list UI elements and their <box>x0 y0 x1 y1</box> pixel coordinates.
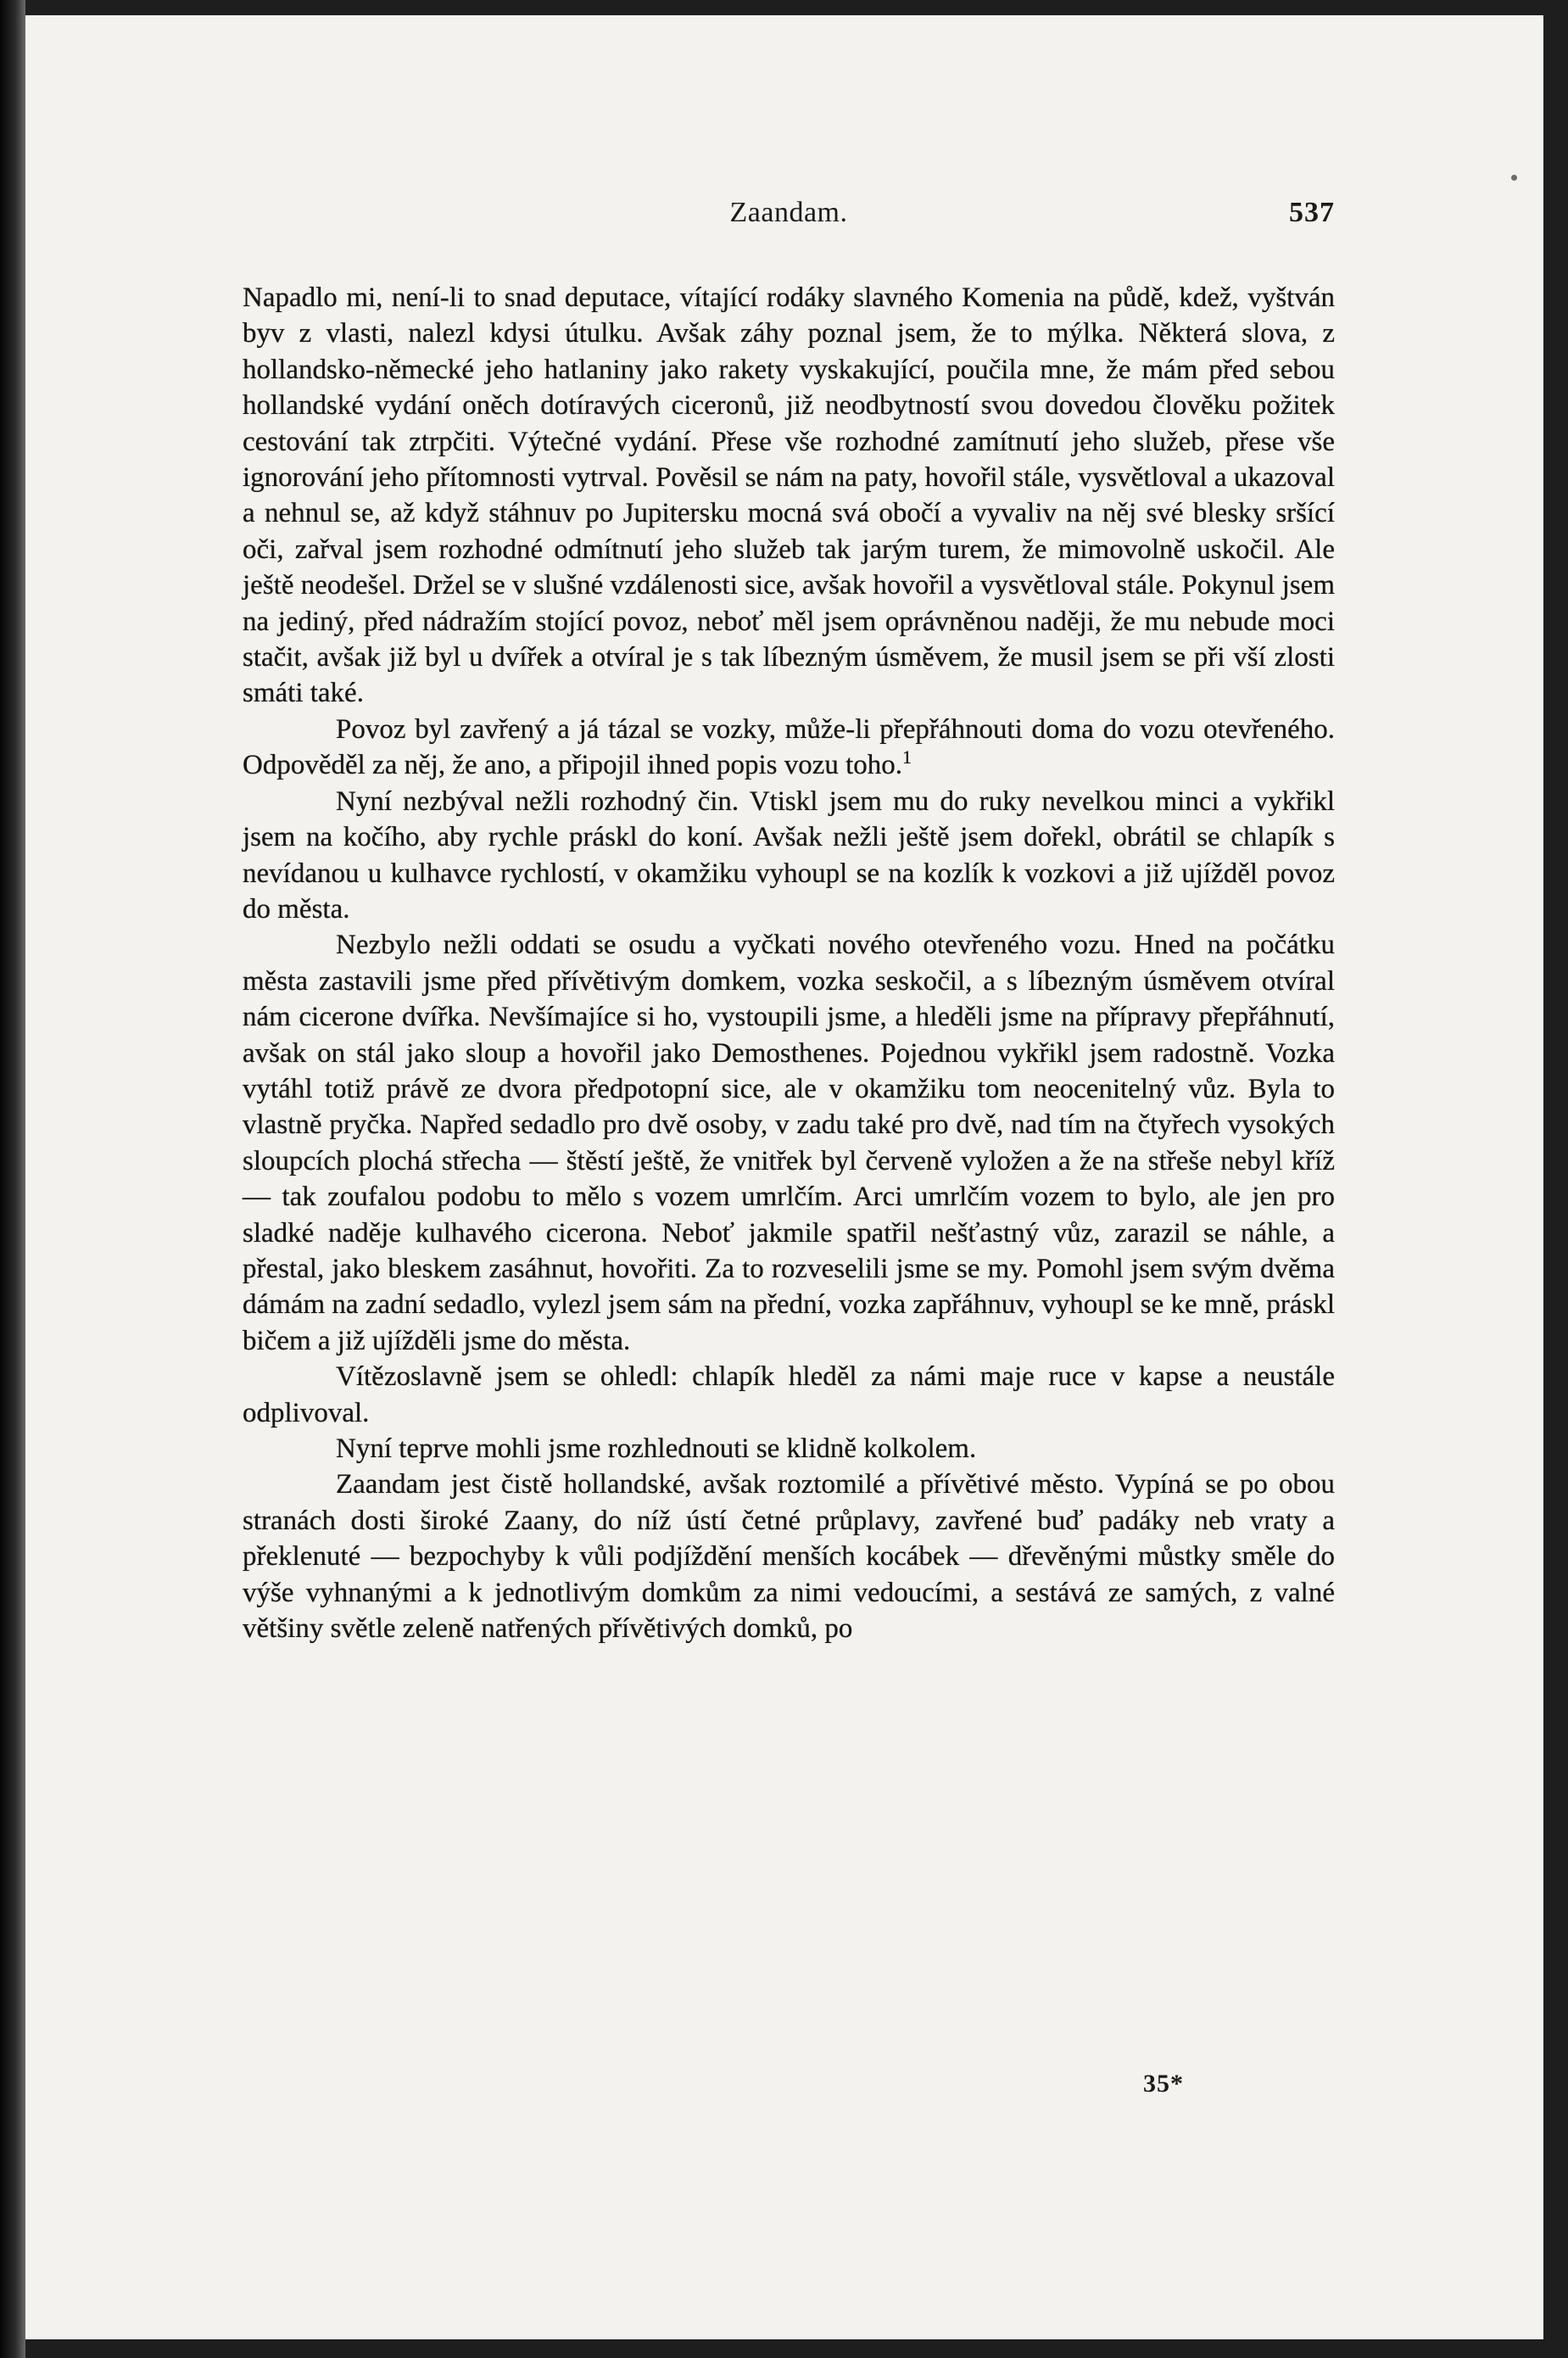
footnote-marker: 1 <box>902 746 912 768</box>
binding-edge <box>0 0 25 2358</box>
paragraph-7 <box>243 1467 1335 1646</box>
paper-speck <box>1511 175 1517 181</box>
paragraph-2 <box>243 712 1335 784</box>
paragraph-1 <box>243 280 1335 712</box>
paragraph-6 <box>243 1431 1335 1467</box>
running-title: Zaandam. <box>729 197 848 228</box>
running-head <box>243 197 1335 239</box>
paragraph-text: Povoz byl zavřený a já tázal se vozky, může-li přepřáhnouti doma do vozu otevřeného. Odpověděl za něj, že ano, a připojil ihned popis vozu toho. <box>243 713 1335 781</box>
paragraph-5 <box>243 1359 1335 1431</box>
paragraph-text: Nyní teprve mohli jsme rozhlednouti se klidně kolkolem. <box>336 1433 977 1464</box>
paragraph-3 <box>243 784 1335 928</box>
paragraph-text: Vítězoslavně jsem se ohledl: chlapík hleděl za námi maje ruce v kapse a neustále odplivoval. <box>243 1361 1335 1428</box>
paragraph-text: Zaandam jest čistě hollandské, avšak roztomilé a přívětivé město. Vypíná se po obou stranách dosti široké Zaany, do níž ústí četné průplavy, zavřené buď padáky neb vraty a překlenuté — bezpochyby k vůli podjíždění menších kocábek — dřevěnými můstky směle do výše vyhnanými a k jednotlivým domkům za nimi vedoucími, a sestává ze samých, z valné většiny světle zeleně natřených přívětivých domků, po <box>243 1469 1335 1645</box>
body-text <box>243 280 1335 1646</box>
paragraph-text: Nezbylo nežli oddati se osudu a vyčkati nového otevřeného vozu. Hned na počátku města zastavili jsme před přívětivým domkem, vozka seskočil, a s líbezným úsměvem otvíral nám cicerone dvířka. Nevšímajíce si ho, vystoupili jsme, a hleděli jsme na přípravy přepřáhnutí, avšak on stál jako sloup a hovořil jako Demosthenes. Pojednou vykřikl jsem radostně. Vozka vytáhl totiž právě ze dvora předpotopní sice, ale v okamžiku tom neocenitelný vůz. Byla to vlastně pryčka. Napřed sedadlo pro dvě osoby, v zadu také pro dvě, nad tím na čtyřech vysokých sloupcích plochá střecha — štěstí ještě, že vnitřek byl červeně vyložen a že na střeše nebyl kříž — tak zoufalou podobu to mělo s vozem umrlčím. Arci umrlčím vozem to bylo, ale jen pro sladké naděje kulhavého cicerona. Neboť jakmile spatřil nešťastný vůz, zarazil se náhle, a přestal, jako bleskem zasáhnut, hovořiti. Za to rozveselili jsme se my. Pomohl jsem svým dvěma dámám na zadní sedadlo, vylezl jsem sám na přední, vozka zapřáhnuv, vyhoupl se ke mně, práskl bičem a již ujížděli jsme do města. <box>243 930 1335 1356</box>
paragraph-4 <box>243 927 1335 1359</box>
paragraph-text: Nyní nezbýval nežli rozhodný čin. Vtiskl jsem mu do ruky nevelkou minci a vykřikl jsem na kočího, aby rychle práskl do koní. Avšak nežli ještě jsem dořekl, obrátil se chlapík s nevídanou u kulhavce rychlostí, v okamžiku vyhoupl se na kozlík k vozkovi a již ujížděl povoz do města. <box>243 785 1335 925</box>
paragraph-text: Napadlo mi, není-li to snad deputace, vítající rodáky slavného Komenia na půdě, kdež, vyštván byv z vlasti, nalezl kdysi útulku. Avšak záhy poznal jsem, že to mýlka. Některá slova, z hollandsko-německé jeho hatlaniny jako rakety vyskakující, poučila mne, že mám před sebou hollandské vydání oněch dotíravých ciceronů, již neodbytností svou dovedou člověku požitek cestování tak ztrpčiti. Výtečné vydání. Přese vše rozhodné zamítnutí jeho služeb, přese vše ignorování jeho přítomnosti vytrval. Pověsil se nám na paty, hovořil stále, vysvětloval a ukazoval a nehnul se, až když stáhnuv po Jupitersku mocná svá obočí a vyvaliv na něj své blesky sršící oči, zařval jsem rozhodné odmítnutí jeho služeb tak jarým turem, že mimovolně uskočil. Ale ještě neodešel. Držel se v slušné vzdálenosti sice, avšak hovořil a vysvětloval stále. Pokynul jsem na jediný, před nádražím stojící povoz, neboť měl jsem oprávněnou naději, že mu nebude moci stačit, avšak již byl u dvířek a otvíral je s tak líbezným úsměvem, že musil jsem se při vší zlosti smáti také. <box>243 282 1335 709</box>
signature-mark: 35* <box>1143 2070 1184 2098</box>
page-number: 537 <box>1289 197 1335 228</box>
